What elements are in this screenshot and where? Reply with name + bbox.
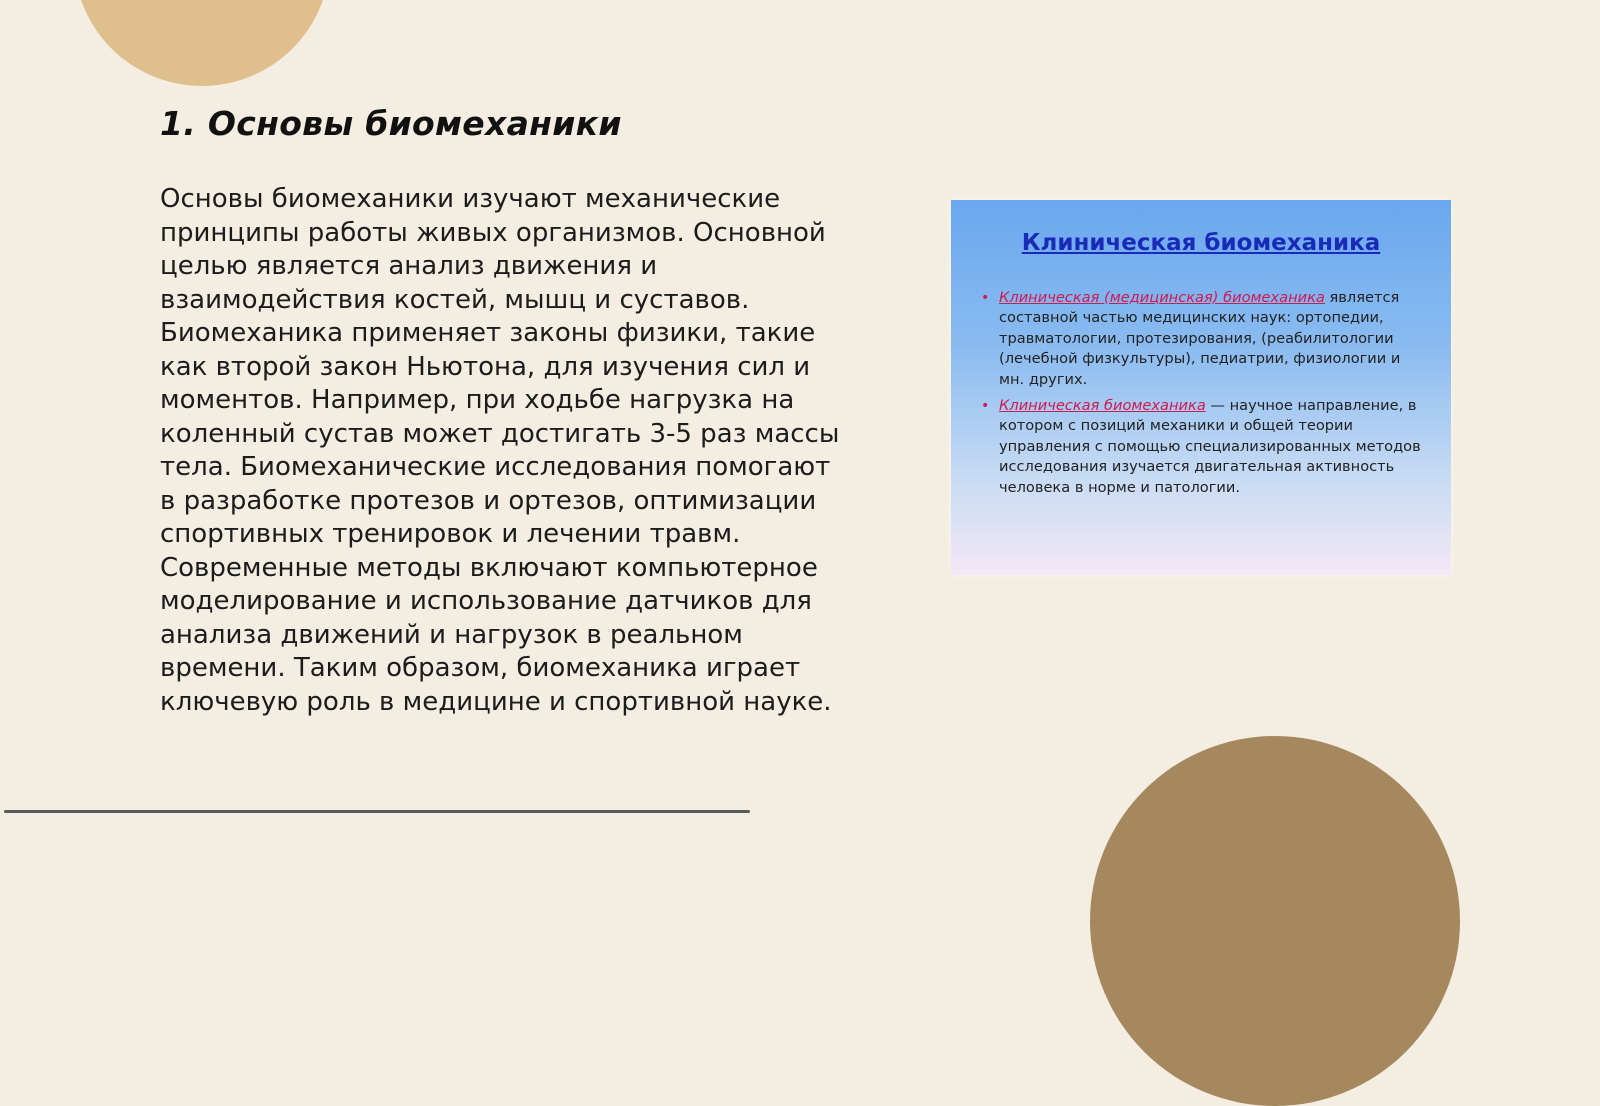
bullet-icon: • xyxy=(981,398,990,415)
bullet-term: Клиническая биомеханика xyxy=(999,397,1206,415)
decorative-circle-bottom xyxy=(1090,736,1460,1106)
image-title: Клиническая биомеханика xyxy=(1021,230,1381,256)
image-bullet-item xyxy=(981,396,1421,498)
image-bullet-item xyxy=(981,288,1421,390)
bullet-icon: • xyxy=(981,290,990,306)
image-bullet-list xyxy=(981,288,1421,504)
bullet-text: — научное направление, в котором с позиций механики и общей теории управления с помощью специализированных методов исследования изучается двигательная активность человека в норме и патологии. xyxy=(999,397,1421,496)
divider-line xyxy=(4,810,750,813)
bullet-term: Клиническая (медицинская) биомеханика xyxy=(999,289,1325,306)
slide-body-text: Основы биомеханики изучают механические принципы работы живых организмов. Основной целью является анализ движения и взаимодействия костей, мышц и суставов. Биомеханика применяет законы физики, такие как второй закон Ньютона, для изучения сил и моментов. Например, при ходьбе нагрузка на коленный сустав может достигать 3-5 раз массы тела. Биомеханические исследования помогают в разработке протезов и ортезов, оптимизации спортивных тренировок и лечении травм. Современные методы включают компьютерное моделирование и использование датчиков для анализа движений и нагрузок в реальном времени. Таким образом, биомеханика играет ключевую роль в медицине и спортивной науке. xyxy=(160,184,840,717)
slide-title: 1. Основы биомеханики xyxy=(160,104,622,143)
decorative-circle-top xyxy=(74,0,330,86)
bullet-text: является составной частью медицинских наук: ортопедии, травматологии, протезирования, (реабилитологии (лечебной физкультуры), педиатрии, физиологии и мн. других. xyxy=(999,289,1401,388)
slide-image xyxy=(951,200,1451,575)
